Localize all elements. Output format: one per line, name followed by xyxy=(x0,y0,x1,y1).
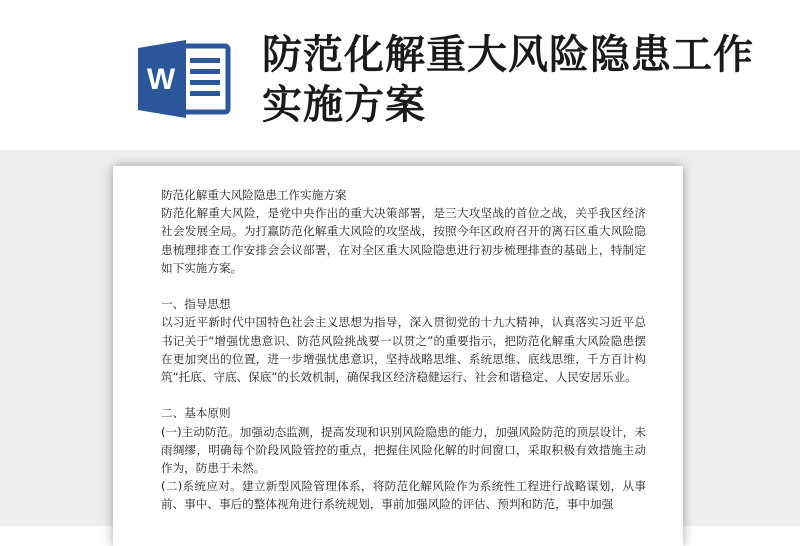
document-body xyxy=(161,186,646,514)
document-paragraph: 以习近平新时代中国特色社会主义思想为指导，深入贯彻党的十九大精神，认真落实习近平总书记关于“增强忧患意识、防范风险挑战要一以贯之”的重要指示，把防范化解重大风险隐患摆在更加突出的位置，进一步增强忧患意识，坚持战略思维、系统思维、底线思维，千方百计构筑“托底、守底、保底”的长效机制，确保我区经济稳健运行、社会和谐稳定、人民安居乐业。 xyxy=(161,315,646,385)
section-heading: 二、基本原则 xyxy=(161,406,231,421)
document-page xyxy=(113,166,683,546)
header xyxy=(0,0,800,150)
document-paragraph: (二)系统应对。建立新型风险管理体系，将防范化解风险作为系统性工程进行战略谋划，从事前、事中、事后的整体视角进行系统规划，事前加强风险的评估、预判和防范，事中加强 xyxy=(161,479,646,512)
word-icon-letter: W xyxy=(146,63,176,96)
document-paragraph: (一)主动防范。加强动态监测，提高发现和识别风险隐患的能力，加强风险防范的顶层设计，未雨绸缪，明确每个阶段风险管控的重点，把握住风险化解的时间窗口，采取积极有效措施主动作为，防患于未然。 xyxy=(161,424,646,476)
document-title: 防范化解重大风险隐患工作实施方案 xyxy=(161,188,347,202)
document-paragraph: 防范化解重大风险，是党中央作出的重大决策部署，是三大攻坚战的首位之战，关乎我区经济社会发展全局。为打赢防范化解重大风险的攻坚战，按照今年区政府召开的离石区重大风险隐患梳理排查工作安排会会议部署，在对全区重大风险隐患进行初步梳理排查的基础上，特制定如下实施方案。 xyxy=(161,206,646,275)
section-heading: 一、指导思想 xyxy=(161,297,231,312)
blank-line xyxy=(161,386,646,404)
blank-line xyxy=(161,277,646,295)
page-title: 防范化解重大风险隐患工作实施方案 xyxy=(262,32,754,128)
word-document-icon xyxy=(134,38,234,120)
